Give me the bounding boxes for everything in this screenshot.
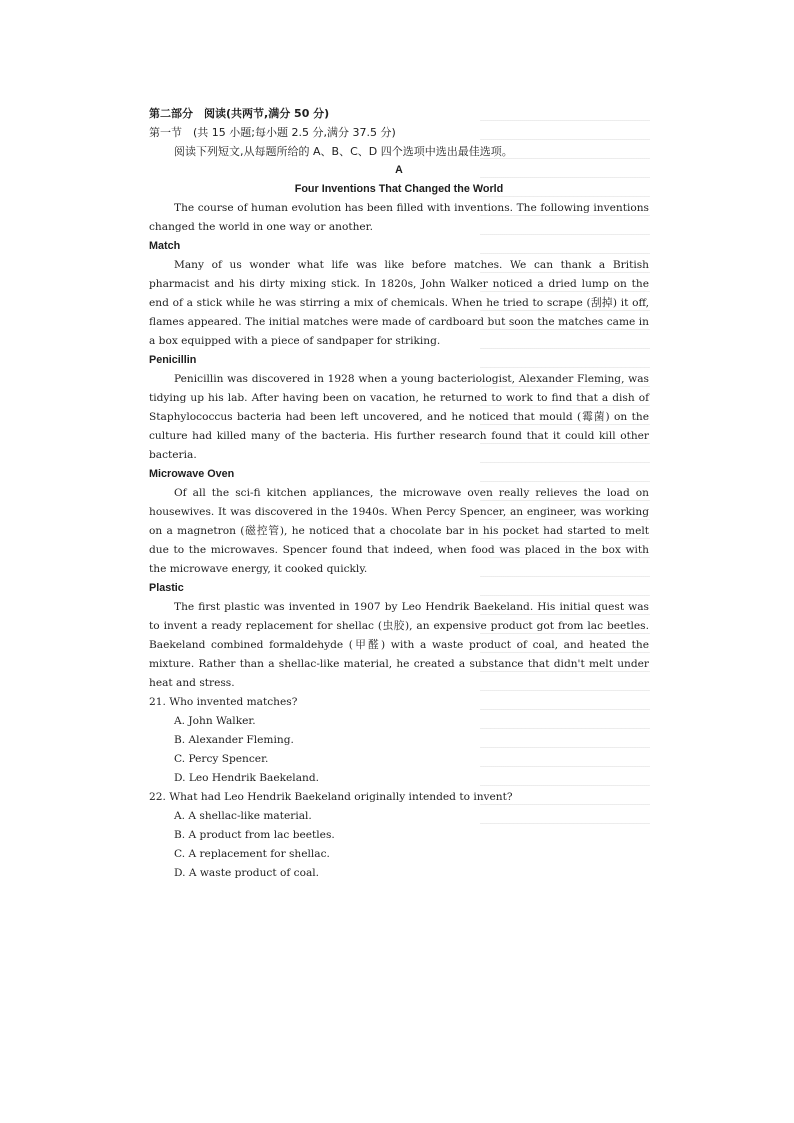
section-text-plastic: The first plastic was invented in 1907 by Leo Hendrik Baekeland. His initial quest was to invent a ready replacement for shellac (虫胶), an expensive product got from lac beetles. Baekeland combined formaldehyde (甲醛) with a waste product of coal, and heated the mixture. Rather than a shellac-like material, he created a substance that didn't melt under heat and stress.	[149, 601, 649, 689]
question-stem: 22. What had Leo Hendrik Baekeland originally intended to invent?	[149, 791, 513, 803]
instruction: 阅读下列短文,从每题所给的 A、B、C、D 四个选项中选出最佳选项。	[174, 145, 513, 158]
section-heading-match: Match	[149, 240, 181, 252]
section-text-microwave: Of all the sci-fi kitchen appliances, the microwave oven really relieves the load on housewives. It was discovered in the 1940s. When Percy Spencer, an engineer, was working on a magnetron (磁控管), he noticed that a chocolate bar in his pocket had started to melt due to the microwaves. Spencer found that indeed, when food was placed in the box with the microwave energy, it cooked quickly.	[149, 487, 649, 575]
section-text-penicillin: Penicillin was discovered in 1928 when a young bacteriologist, Alexander Fleming, was tidying up his lab. After having been on vacation, he returned to work to find that a dish of Staphylococcus bacteria had been left uncovered, and he noticed that mould (霉菌) on the culture had killed many of the bacteria. His further research found that it could kill other bacteria.	[149, 373, 649, 461]
exam-page	[149, 104, 649, 883]
section-heading-microwave: Microwave Oven	[149, 468, 235, 480]
option-d[interactable]: D. Leo Hendrik Baekeland.	[174, 772, 319, 784]
option-a[interactable]: A. A shellac-like material.	[174, 810, 312, 822]
option-a[interactable]: A. John Walker.	[174, 715, 256, 727]
option-d[interactable]: D. A waste product of coal.	[174, 867, 320, 879]
question-21	[149, 693, 649, 788]
passage-title: Four Inventions That Changed the World	[294, 183, 504, 195]
option-list	[149, 712, 649, 788]
passage-intro: The course of human evolution has been filled with inventions. The following inventions changed the world in one way or another.	[149, 202, 649, 233]
passage-letter: A	[395, 164, 403, 176]
option-c[interactable]: C. A replacement for shellac.	[174, 848, 330, 860]
question-22	[149, 788, 649, 883]
section-text-match: Many of us wonder what life was like before matches. We can thank a British pharmacist and his dirty mixing stick. In 1820s, John Walker noticed a dried lump on the end of a stick while he was stirring a mix of chemicals. When he tried to scrape (刮掉) it off, flames appeared. The initial matches were made of cardboard but soon the matches came in a box equipped with a piece of sandpaper for striking.	[149, 259, 649, 347]
section-heading-penicillin: Penicillin	[149, 354, 197, 366]
part-title: 第二部分 阅读(共两节,满分 50 分)	[149, 107, 330, 120]
section-title: 第一节 (共 15 小题;每小题 2.5 分,满分 37.5 分)	[149, 126, 396, 139]
option-c[interactable]: C. Percy Spencer.	[174, 753, 269, 765]
option-b[interactable]: B. A product from lac beetles.	[174, 829, 335, 841]
section-heading-plastic: Plastic	[149, 582, 184, 594]
option-b[interactable]: B. Alexander Fleming.	[174, 734, 294, 746]
question-stem: 21. Who invented matches?	[149, 696, 298, 708]
option-list	[149, 807, 649, 883]
